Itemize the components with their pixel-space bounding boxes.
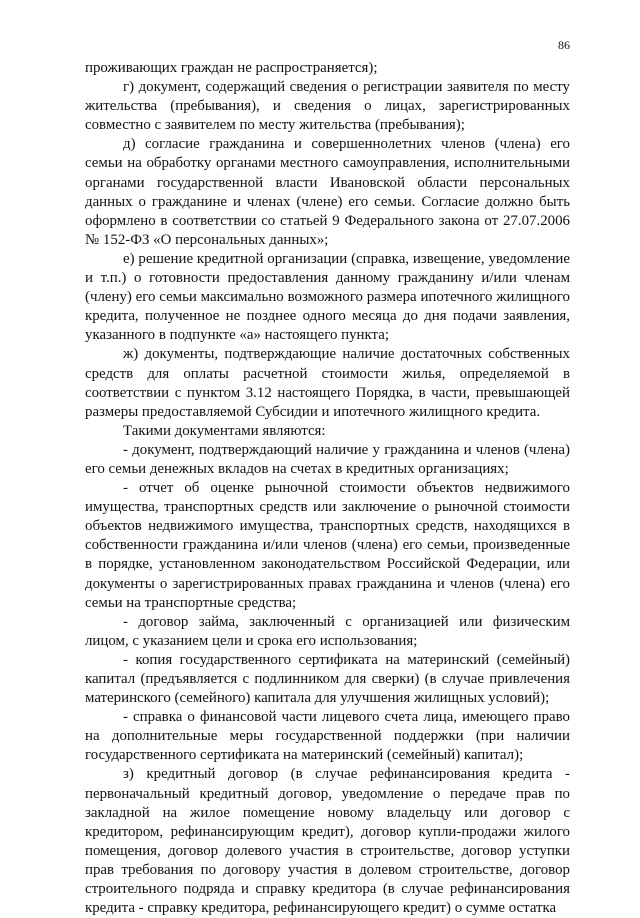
paragraph-bullet-deposits: - документ, подтверждающий наличие у гражданина и членов (члена) его семьи денежных вкладов на счетах в кредитных организациях; [85, 441, 570, 477]
paragraph-bullet-maternity-certificate: - копия государственного сертификата на материнский (семейный) капитал (предъявляется с подлинником для сверки) (в случае привлечения материнского (семейного) капитала для улучшения жилищных условий); [85, 651, 570, 707]
paragraph-item-z: з) кредитный договор (в случае рефинансирования кредита - первоначальный кредитный договор, уведомление о передаче прав по закладной на жилое помещение новому владельцу или договор с кредитором, рефинансирующим кредит), договор купли-продажи жилого помещения, договор долевого участия в строительстве, договор уступки прав требования по договору участия в долевом строительстве, договор строительного подряда и справку кредитора (в случае рефинансирования кредита - справку кредитора, рефинансирующего кредит) о сумме остатка [85, 766, 570, 917]
paragraph-continuation: проживающих граждан не распространяется); [85, 60, 378, 76]
paragraph-documents-intro: Такими документами являются: [123, 422, 326, 439]
page-number: 86 [558, 38, 570, 52]
paragraph-item-d: д) согласие гражданина и совершеннолетних членов (члена) его семьи на обработку органами местного самоуправления, исполнительными органами государственной власти Ивановской области персональных данных о гражданине и членах (члене) его семьи. Согласие должно быть оформлено в соответствии со статьей 9 Федерального закона от 27.07.2006 № 152-ФЗ «О персональных данных»; [85, 136, 570, 248]
paragraph-bullet-loan-agreement: - договор займа, заключенный с организацией или физическим лицом, с указанием цели и срока его использования; [85, 613, 570, 649]
paragraph-item-zh: ж) документы, подтверждающие наличие достаточных собственных средств для оплаты расчетной стоимости жилья, определяемой в соответствии с пунктом 3.12 настоящего Порядка, в части, превышающей размеры предоставляемой Субсидии и ипотечного жилищного кредита. [85, 346, 570, 420]
paragraph-bullet-valuation: - отчет об оценке рыночной стоимости объектов недвижимого имущества, транспортных средств или заключение о рыночной стоимости объектов недвижимого имущества, транспортных средств, находящихся в собственности гражданина и/или членов (члена) его семьи, произведенные в порядке, установленном законодательством Российской Федерации, или документы о зарегистрированных правах гражданина и членов (члена) его семьи на транспортные средства; [85, 480, 570, 611]
body-text [85, 59, 570, 918]
paragraph-item-g: г) документ, содержащий сведения о регистрации заявителя по месту жительства (пребывания), и сведения о лицах, зарегистрированных совместно с заявителем по месту жительства (пребывания); [85, 79, 570, 134]
paragraph-item-e: е) решение кредитной организации (справка, извещение, уведомление и т.п.) о готовности предоставления данному гражданину и/или членам (члену) его семьи максимально возможного размера ипотечного жилищного кредита, полученное не позднее одного месяца до дня подачи заявления, указанного в подпункте «а» настоящего пункта; [85, 250, 570, 344]
paragraph-bullet-account-statement: - справка о финансовой части лицевого счета лица, имеющего право на дополнительные меры государственной поддержки (при наличии государственного сертификата на материнский (семейный) капитал); [85, 709, 570, 764]
